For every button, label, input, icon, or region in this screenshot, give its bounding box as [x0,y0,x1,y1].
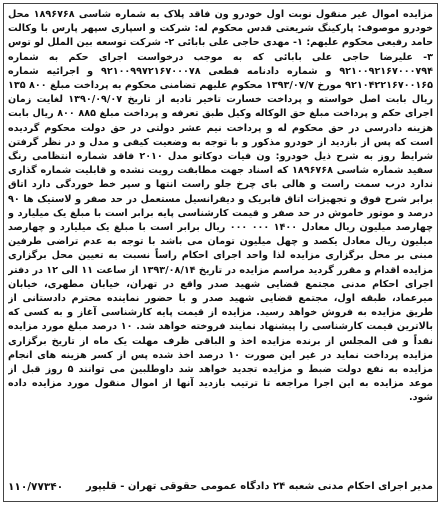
notice-body-text: مزایده اموال غیر منقول نوبت اول خودرو ون فاقد پلاک به شماره شاسی ۱۸۹۶۷۶۸ محل خودرو موصوف: پارکینگ شریعتی قدس محکوم له: شرکت و اسپاری سپهر پارس با وکالت حامد رفیعی محکوم علیهم: ۱- مهدی حاجی علی بابائی ۲- شرکت توسعه بین الملل لو توس ۳- علیرضا حاجی علی بابائی که به موجب درخواست اجرای حکم به شماره ۹۲۱۰۰۹۲۱۶۷۰۰۰۷۹۴ و شماره دادنامه قطعی ۹۲۱۰۰۹۹۷۲۱۶۷۰۰۰۷۸ و اجرائیه شماره ۹۲۱۰۴۲۲۱۶۷۰۰۱۶۵ مورخ ۱۳۹۳/۰۷/۷ محکوم علیهم تضامنی محکوم به پرداخت مبلغ ۸۰۰ ۱۳۵ ریال بابت اصل خواسته و پرداخت خسارت تاخیر تادیه از تاریخ ۱۳۹۰/۰۹/۰۷ لغایت زمان اجرای حکم و پرداخت مبلغ حق الوکاله وکیل طبق تعرفه و پرداخت مبلغ ۸۸۵ ۸۰۰ ریال بابت هزینه دادرسی در حق محکوم له و پرداخت نیم عشر دولتی در حق دولت محکوم گردیده است که پس از بازدید از خودرو مذکور و با توجه به وضعیت کیفی و مدل و در نظر گرفتن شرایط روز به شرح ذیل خودرو: ون فیات دوکاتو مدل ۲۰۱۰ فاقد شماره انتظامی رنگ سفید شماره شاسی ۱۸۹۶۷۶۸ که اسناد جهت مطابقت رویت نشده و قابلیت شماره گذاری ندارد درب سمت راست و هالی بای چرخ جلو راست انتها و سپر خط خوردگی دارد اتاق برابر شرح فوق و تجهیزات اتاق فابریک و دیفرانسیل مستعمل در حد صفر و لاستیک ها ۹۰ درصد و موتور خاموش در حد صفر و قیمت کارشناسی پایه برابر است با مبلغ یک میلیارد و چهارصد میلیون ریال معادل ۱۴۰۰ ۰۰۰ ۰۰۰ ریال برابر است با مبلغ یک میلیارد و چهارصد میلیون ریال معادل یکصد و چهل میلیون تومان می باشد با توجه به عدم تراضی طرفین مبنی بر محل برگزاری مزایده لذا واحد اجرای احکام راساً نسبت به تعیین محل برگزاری مزایده اقدام و مقرر گردید مراسم مزایده در تاریخ ۱۳۹۳/۰۸/۱۴ از ساعت ۱۱ الی ۱۲ در دفتر اجرای احکام مدنی مجتمع قضایی شهید صدر واقع در تهران، خیابان مطهری، خیابان میرعماد، طبقه اول، مجتمع قضایی شهید صدر و با حضور نماینده محترم دادستانی از طریق مزایده به فروش خواهد رسید. مزایده از قیمت پایه کارشناسی آغاز و به کسی که بالاترین قیمت کارشناسی را پیشنهاد نمایند فروخته خواهد شد. ۱۰ درصد مبلغ مورد مزایده نقداً و فی المجلس از برنده مزایده اخذ و الباقی ظرف مهلت یک ماه از تاریخ برگزاری مزایده پرداخت نماید در غیر این صورت ۱۰ درصد اخذ شده پس از کسر هزینه های انجام مزایده به نفع دولت ضبط و مزایده تجدید خواهد شد داوطلبین می توانند ۵ روز قبل از موعد مزایده به این اجرا مراجعه تا ترتیب بازدید آنها از اموال منقول مورد مزایده داده شود. [8,9,433,404]
legal-notice-box [3,3,438,502]
footer-office-signature: مدیر اجرای احکام مدنی شعبه ۲۴ دادگاه عمومی حقوقی تهران - قلیپور [85,481,433,492]
notice-footer [8,478,433,496]
notice-code: ۱۱۰/۷۷۳۴۰ [8,481,64,493]
